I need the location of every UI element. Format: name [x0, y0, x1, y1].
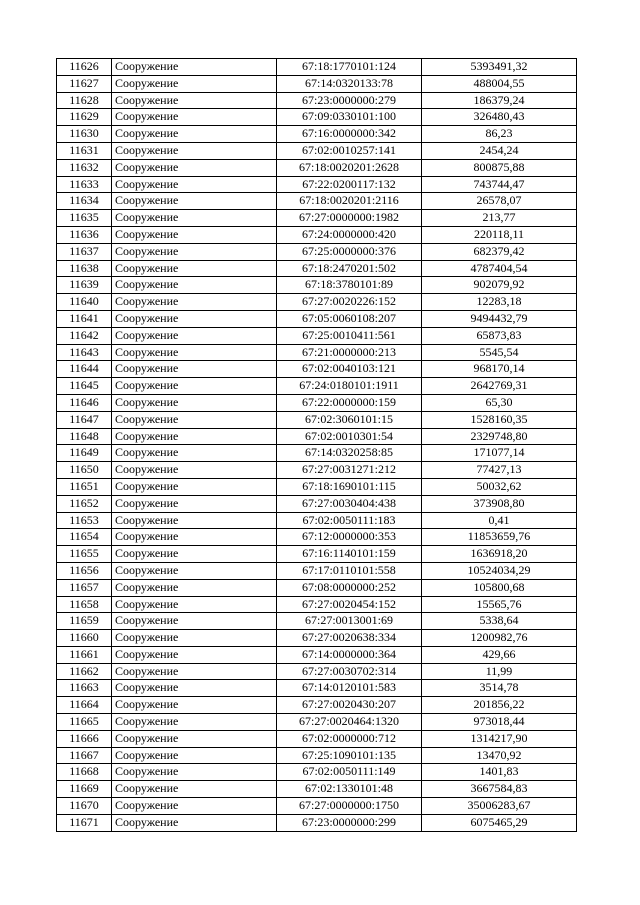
- table-row: [57, 243, 577, 260]
- table-row: [57, 142, 577, 159]
- table-row: [57, 277, 577, 294]
- object-type-cell: Сооружение: [112, 781, 277, 798]
- table-body: [57, 59, 577, 832]
- cadastral-number-cell: 67:02:1330101:48: [277, 781, 422, 798]
- cadastral-number-cell: 67:27:0031271:212: [277, 462, 422, 479]
- cadastral-number-cell: 67:02:0010301:54: [277, 428, 422, 445]
- table-row: [57, 646, 577, 663]
- cadastral-number-cell: 67:14:0000000:364: [277, 646, 422, 663]
- row-number-cell: 11633: [57, 176, 112, 193]
- cadastral-value-cell: 902079,92: [422, 277, 577, 294]
- object-type-cell: Сооружение: [112, 226, 277, 243]
- row-number-cell: 11669: [57, 781, 112, 798]
- cadastral-number-cell: 67:18:3780101:89: [277, 277, 422, 294]
- table-row: [57, 730, 577, 747]
- object-type-cell: Сооружение: [112, 646, 277, 663]
- object-type-cell: Сооружение: [112, 378, 277, 395]
- object-type-cell: Сооружение: [112, 814, 277, 831]
- cadastral-number-cell: 67:18:2470201:502: [277, 260, 422, 277]
- object-type-cell: Сооружение: [112, 294, 277, 311]
- object-type-cell: Сооружение: [112, 142, 277, 159]
- row-number-cell: 11632: [57, 159, 112, 176]
- cadastral-value-cell: 5393491,32: [422, 59, 577, 76]
- object-type-cell: Сооружение: [112, 411, 277, 428]
- object-type-cell: Сооружение: [112, 697, 277, 714]
- row-number-cell: 11634: [57, 193, 112, 210]
- cadastral-value-cell: 968170,14: [422, 361, 577, 378]
- cadastral-value-cell: 201856,22: [422, 697, 577, 714]
- row-number-cell: 11640: [57, 294, 112, 311]
- row-number-cell: 11638: [57, 260, 112, 277]
- table-row: [57, 630, 577, 647]
- table-row: [57, 478, 577, 495]
- row-number-cell: 11668: [57, 764, 112, 781]
- row-number-cell: 11627: [57, 75, 112, 92]
- cadastral-value-cell: 3514,78: [422, 680, 577, 697]
- cadastral-value-cell: 213,77: [422, 210, 577, 227]
- cadastral-value-cell: 1314217,90: [422, 730, 577, 747]
- cadastral-value-cell: 10524034,29: [422, 562, 577, 579]
- cadastral-number-cell: 67:08:0000000:252: [277, 579, 422, 596]
- cadastral-value-cell: 5545,54: [422, 344, 577, 361]
- cadastral-value-cell: 800875,88: [422, 159, 577, 176]
- table-row: [57, 495, 577, 512]
- cadastral-number-cell: 67:22:0200117:132: [277, 176, 422, 193]
- row-number-cell: 11659: [57, 613, 112, 630]
- table-row: [57, 428, 577, 445]
- table-row: [57, 613, 577, 630]
- row-number-cell: 11665: [57, 714, 112, 731]
- cadastral-value-cell: 682379,42: [422, 243, 577, 260]
- object-type-cell: Сооружение: [112, 361, 277, 378]
- cadastral-number-cell: 67:02:0040103:121: [277, 361, 422, 378]
- cadastral-value-cell: 2454,24: [422, 142, 577, 159]
- table-row: [57, 193, 577, 210]
- object-type-cell: Сооружение: [112, 478, 277, 495]
- object-type-cell: Сооружение: [112, 428, 277, 445]
- cadastral-number-cell: 67:25:0000000:376: [277, 243, 422, 260]
- object-type-cell: Сооружение: [112, 327, 277, 344]
- table-row: [57, 546, 577, 563]
- row-number-cell: 11626: [57, 59, 112, 76]
- table-row: [57, 747, 577, 764]
- cadastral-value-cell: 1636918,20: [422, 546, 577, 563]
- cadastral-value-cell: 6075465,29: [422, 814, 577, 831]
- cadastral-value-cell: 488004,55: [422, 75, 577, 92]
- row-number-cell: 11630: [57, 126, 112, 143]
- cadastral-value-cell: 65873,83: [422, 327, 577, 344]
- cadastral-value-cell: 3667584,83: [422, 781, 577, 798]
- cadastral-value-cell: 65,30: [422, 394, 577, 411]
- object-type-cell: Сооружение: [112, 764, 277, 781]
- object-type-cell: Сооружение: [112, 747, 277, 764]
- object-type-cell: Сооружение: [112, 663, 277, 680]
- cadastral-value-cell: 26578,07: [422, 193, 577, 210]
- table-row: [57, 562, 577, 579]
- table-row: [57, 176, 577, 193]
- object-type-cell: Сооружение: [112, 210, 277, 227]
- object-type-cell: Сооружение: [112, 92, 277, 109]
- table-row: [57, 344, 577, 361]
- cadastral-value-cell: 2642769,31: [422, 378, 577, 395]
- cadastral-number-cell: 67:27:0020430:207: [277, 697, 422, 714]
- object-type-cell: Сооружение: [112, 630, 277, 647]
- row-number-cell: 11641: [57, 310, 112, 327]
- cadastral-number-cell: 67:27:0020638:334: [277, 630, 422, 647]
- table-row: [57, 680, 577, 697]
- object-type-cell: Сооружение: [112, 344, 277, 361]
- table-row: [57, 92, 577, 109]
- table-row: [57, 310, 577, 327]
- cadastral-number-cell: 67:23:0000000:279: [277, 92, 422, 109]
- table-row: [57, 378, 577, 395]
- object-type-cell: Сооружение: [112, 109, 277, 126]
- table-row: [57, 697, 577, 714]
- table-row: [57, 109, 577, 126]
- object-type-cell: Сооружение: [112, 613, 277, 630]
- cadastral-number-cell: 67:24:0180101:1911: [277, 378, 422, 395]
- cadastral-number-cell: 67:21:0000000:213: [277, 344, 422, 361]
- object-type-cell: Сооружение: [112, 798, 277, 815]
- cadastral-number-cell: 67:27:0000000:1982: [277, 210, 422, 227]
- table-row: [57, 579, 577, 596]
- cadastral-value-cell: 9494432,79: [422, 310, 577, 327]
- cadastral-value-cell: 15565,76: [422, 596, 577, 613]
- row-number-cell: 11646: [57, 394, 112, 411]
- object-type-cell: Сооружение: [112, 596, 277, 613]
- cadastral-number-cell: 67:27:0020454:152: [277, 596, 422, 613]
- object-type-cell: Сооружение: [112, 529, 277, 546]
- cadastral-number-cell: 67:09:0330101:100: [277, 109, 422, 126]
- cadastral-number-cell: 67:02:0010257:141: [277, 142, 422, 159]
- object-type-cell: Сооружение: [112, 495, 277, 512]
- cadastral-number-cell: 67:23:0000000:299: [277, 814, 422, 831]
- table-row: [57, 529, 577, 546]
- object-type-cell: Сооружение: [112, 243, 277, 260]
- row-number-cell: 11643: [57, 344, 112, 361]
- cadastral-number-cell: 67:16:0000000:342: [277, 126, 422, 143]
- cadastral-number-cell: 67:18:1770101:124: [277, 59, 422, 76]
- object-type-cell: Сооружение: [112, 277, 277, 294]
- cadastral-value-cell: 373908,80: [422, 495, 577, 512]
- row-number-cell: 11671: [57, 814, 112, 831]
- cadastral-number-cell: 67:22:0000000:159: [277, 394, 422, 411]
- cadastral-number-cell: 67:27:0020226:152: [277, 294, 422, 311]
- row-number-cell: 11650: [57, 462, 112, 479]
- object-type-cell: Сооружение: [112, 394, 277, 411]
- cadastral-number-cell: 67:25:0010411:561: [277, 327, 422, 344]
- object-type-cell: Сооружение: [112, 126, 277, 143]
- cadastral-value-cell: 973018,44: [422, 714, 577, 731]
- cadastral-value-cell: 186379,24: [422, 92, 577, 109]
- table-row: [57, 462, 577, 479]
- table-row: [57, 411, 577, 428]
- table-row: [57, 294, 577, 311]
- table-row: [57, 781, 577, 798]
- table-row: [57, 512, 577, 529]
- row-number-cell: 11635: [57, 210, 112, 227]
- row-number-cell: 11639: [57, 277, 112, 294]
- row-number-cell: 11655: [57, 546, 112, 563]
- cadastral-number-cell: 67:02:0000000:712: [277, 730, 422, 747]
- row-number-cell: 11631: [57, 142, 112, 159]
- cadastral-number-cell: 67:17:0110101:558: [277, 562, 422, 579]
- table-row: [57, 210, 577, 227]
- property-registry-table: [56, 58, 577, 832]
- table-row: [57, 260, 577, 277]
- table-row: [57, 764, 577, 781]
- cadastral-value-cell: 326480,43: [422, 109, 577, 126]
- row-number-cell: 11651: [57, 478, 112, 495]
- cadastral-number-cell: 67:05:0060108:207: [277, 310, 422, 327]
- object-type-cell: Сооружение: [112, 680, 277, 697]
- cadastral-value-cell: 50032,62: [422, 478, 577, 495]
- row-number-cell: 11664: [57, 697, 112, 714]
- table-row: [57, 798, 577, 815]
- row-number-cell: 11647: [57, 411, 112, 428]
- cadastral-number-cell: 67:25:1090101:135: [277, 747, 422, 764]
- cadastral-value-cell: 743744,47: [422, 176, 577, 193]
- row-number-cell: 11636: [57, 226, 112, 243]
- cadastral-number-cell: 67:16:1140101:159: [277, 546, 422, 563]
- cadastral-number-cell: 67:18:1690101:115: [277, 478, 422, 495]
- row-number-cell: 11656: [57, 562, 112, 579]
- row-number-cell: 11663: [57, 680, 112, 697]
- cadastral-number-cell: 67:02:0050111:149: [277, 764, 422, 781]
- object-type-cell: Сооружение: [112, 462, 277, 479]
- table-row: [57, 75, 577, 92]
- row-number-cell: 11654: [57, 529, 112, 546]
- cadastral-value-cell: 4787404,54: [422, 260, 577, 277]
- row-number-cell: 11658: [57, 596, 112, 613]
- table-row: [57, 663, 577, 680]
- cadastral-value-cell: 13470,92: [422, 747, 577, 764]
- cadastral-number-cell: 67:02:0050111:183: [277, 512, 422, 529]
- cadastral-number-cell: 67:27:0000000:1750: [277, 798, 422, 815]
- cadastral-value-cell: 35006283,67: [422, 798, 577, 815]
- object-type-cell: Сооружение: [112, 59, 277, 76]
- row-number-cell: 11660: [57, 630, 112, 647]
- cadastral-value-cell: 429,66: [422, 646, 577, 663]
- table-row: [57, 596, 577, 613]
- cadastral-number-cell: 67:12:0000000:353: [277, 529, 422, 546]
- cadastral-number-cell: 67:14:0320133:78: [277, 75, 422, 92]
- row-number-cell: 11652: [57, 495, 112, 512]
- cadastral-value-cell: 105800,68: [422, 579, 577, 596]
- row-number-cell: 11629: [57, 109, 112, 126]
- object-type-cell: Сооружение: [112, 546, 277, 563]
- row-number-cell: 11657: [57, 579, 112, 596]
- cadastral-number-cell: 67:27:0030702:314: [277, 663, 422, 680]
- cadastral-value-cell: 2329748,80: [422, 428, 577, 445]
- row-number-cell: 11648: [57, 428, 112, 445]
- table-row: [57, 59, 577, 76]
- row-number-cell: 11661: [57, 646, 112, 663]
- cadastral-value-cell: 12283,18: [422, 294, 577, 311]
- cadastral-number-cell: 67:18:0020201:2116: [277, 193, 422, 210]
- table-row: [57, 159, 577, 176]
- row-number-cell: 11666: [57, 730, 112, 747]
- table-row: [57, 327, 577, 344]
- row-number-cell: 11628: [57, 92, 112, 109]
- cadastral-value-cell: 1401,83: [422, 764, 577, 781]
- row-number-cell: 11670: [57, 798, 112, 815]
- cadastral-value-cell: 86,23: [422, 126, 577, 143]
- cadastral-number-cell: 67:14:0120101:583: [277, 680, 422, 697]
- row-number-cell: 11667: [57, 747, 112, 764]
- table-row: [57, 814, 577, 831]
- cadastral-number-cell: 67:18:0020201:2628: [277, 159, 422, 176]
- cadastral-value-cell: 77427,13: [422, 462, 577, 479]
- row-number-cell: 11637: [57, 243, 112, 260]
- cadastral-value-cell: 0,41: [422, 512, 577, 529]
- cadastral-value-cell: 1200982,76: [422, 630, 577, 647]
- table-row: [57, 126, 577, 143]
- row-number-cell: 11653: [57, 512, 112, 529]
- cadastral-value-cell: 11,99: [422, 663, 577, 680]
- object-type-cell: Сооружение: [112, 159, 277, 176]
- cadastral-value-cell: 5338,64: [422, 613, 577, 630]
- object-type-cell: Сооружение: [112, 75, 277, 92]
- object-type-cell: Сооружение: [112, 579, 277, 596]
- cadastral-number-cell: 67:14:0320258:85: [277, 445, 422, 462]
- object-type-cell: Сооружение: [112, 310, 277, 327]
- cadastral-value-cell: 220118,11: [422, 226, 577, 243]
- row-number-cell: 11645: [57, 378, 112, 395]
- cadastral-number-cell: 67:27:0013001:69: [277, 613, 422, 630]
- object-type-cell: Сооружение: [112, 176, 277, 193]
- table-row: [57, 445, 577, 462]
- cadastral-value-cell: 171077,14: [422, 445, 577, 462]
- table-row: [57, 394, 577, 411]
- object-type-cell: Сооружение: [112, 562, 277, 579]
- object-type-cell: Сооружение: [112, 260, 277, 277]
- object-type-cell: Сооружение: [112, 730, 277, 747]
- cadastral-number-cell: 67:24:0000000:420: [277, 226, 422, 243]
- cadastral-value-cell: 11853659,76: [422, 529, 577, 546]
- cadastral-number-cell: 67:02:3060101:15: [277, 411, 422, 428]
- table-row: [57, 361, 577, 378]
- row-number-cell: 11644: [57, 361, 112, 378]
- row-number-cell: 11649: [57, 445, 112, 462]
- cadastral-number-cell: 67:27:0020464:1320: [277, 714, 422, 731]
- object-type-cell: Сооружение: [112, 714, 277, 731]
- cadastral-value-cell: 1528160,35: [422, 411, 577, 428]
- row-number-cell: 11662: [57, 663, 112, 680]
- table-row: [57, 226, 577, 243]
- cadastral-number-cell: 67:27:0030404:438: [277, 495, 422, 512]
- row-number-cell: 11642: [57, 327, 112, 344]
- object-type-cell: Сооружение: [112, 512, 277, 529]
- object-type-cell: Сооружение: [112, 445, 277, 462]
- table-row: [57, 714, 577, 731]
- object-type-cell: Сооружение: [112, 193, 277, 210]
